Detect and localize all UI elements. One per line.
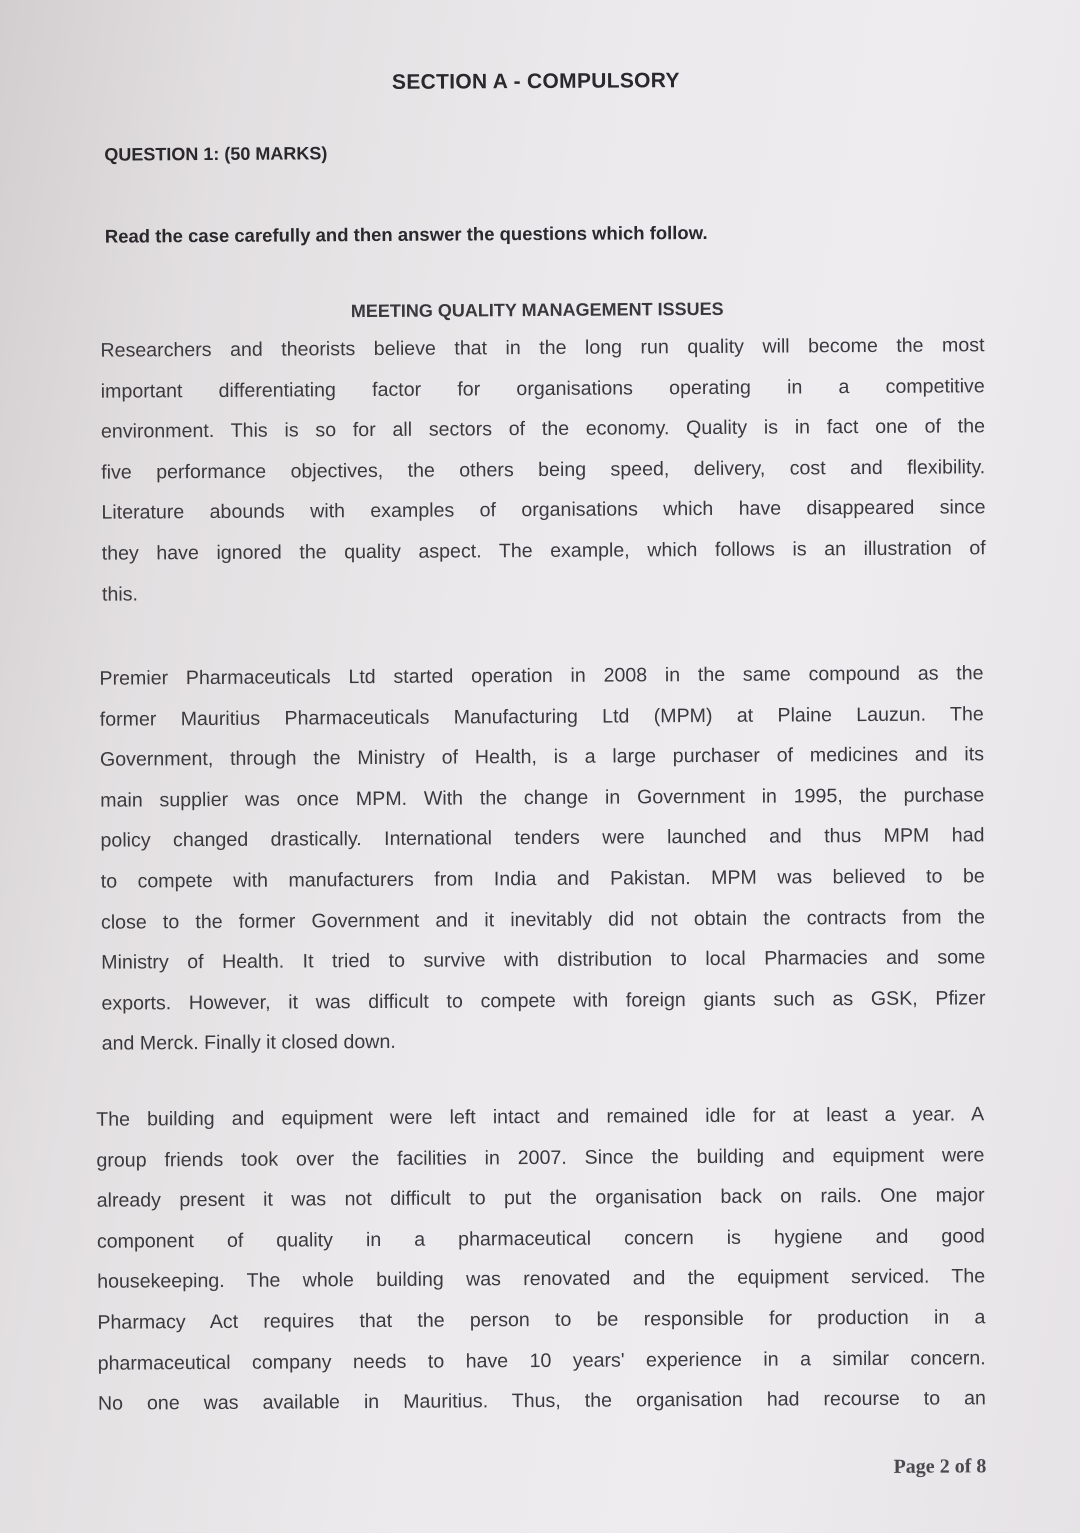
paragraph-line: they have ignored the quality aspect. The example, which follows is an illustration of (101, 537, 986, 565)
paragraph-3 (96, 1094, 986, 1424)
paragraph-line: main supplier was once MPM. With the change in Government in 1995, the purchase (100, 784, 985, 812)
paragraph-line: close to the former Government and it inevitably did not obtain the contracts from the (100, 905, 986, 934)
case-title: MEETING QUALITY MANAGEMENT ISSUES (350, 298, 724, 322)
instruction-text: Read the case carefully and then answer the questions which follow. (104, 221, 708, 247)
paragraph-line: component of quality in a pharmaceutical concern is hygiene and good (96, 1225, 985, 1253)
paragraph-line: Researchers and theorists believe that in the long run quality will become the most (100, 334, 985, 362)
paragraph-2 (99, 653, 985, 1064)
paragraph-line: and Merck. Finally it closed down. (101, 1031, 396, 1056)
paragraph-line: already present it was not difficult to put the organisation back on rails. One major (96, 1184, 985, 1212)
paragraph-line: to compete with manufacturers from India and Pakistan. MPM was believed to be (100, 865, 985, 893)
paragraph-line: Government, through the Ministry of Health, is a large purchaser of medicines and its (99, 743, 985, 771)
paragraph-line: group friends took over the facilities in 2007. Since the building and equipment were (96, 1143, 985, 1172)
paragraph-line: Pharmacy Act requires that the person to be responsible for production in a (97, 1306, 986, 1334)
paragraph-line: Premier Pharmaceuticals Ltd started operation in 2008 in the same compound as the (99, 662, 984, 690)
page-number: Page 2 of 8 (893, 1455, 987, 1478)
paragraph-line: Literature abounds with examples of organisations which have disappeared since (101, 496, 986, 525)
paragraph-line: Ministry of Health. It tried to survive with distribution to local Pharmacies and some (101, 946, 986, 974)
paragraph-line: this. (101, 583, 138, 606)
paragraph-line: five performance objectives, the others being speed, delivery, cost and flexibility. (101, 456, 986, 484)
paragraph-line: important differentiating factor for organisations operating in a competitive (100, 374, 985, 403)
question-title: QUESTION 1: (50 MARKS) (104, 143, 328, 165)
paragraph-line: pharmaceutical company needs to have 10 years' experience in a similar concern. (97, 1346, 986, 1375)
paragraph-line: The building and equipment were left intact and remained idle for at least a year. A (96, 1103, 985, 1131)
paragraph-line: policy changed drastically. International tenders were launched and thus MPM had (100, 824, 985, 853)
paragraph-line: exports. However, it was difficult to compete with foreign giants such as GSK, Pfizer (101, 987, 986, 1015)
paragraph-line: No one was available in Mauritius. Thus, the organisation had recourse to an (97, 1387, 986, 1415)
paragraph-line: environment. This is so for all sectors of the economy. Quality is in fact one of the (100, 415, 986, 443)
paragraph-line: housekeeping. The whole building was renovated and the equipment serviced. The (97, 1265, 986, 1294)
section-title: SECTION A - COMPULSORY (391, 69, 680, 94)
paragraph-line: former Mauritius Pharmaceuticals Manufacturing Ltd (MPM) at Plaine Lauzun. The (99, 702, 984, 731)
paragraph-1 (100, 325, 986, 615)
